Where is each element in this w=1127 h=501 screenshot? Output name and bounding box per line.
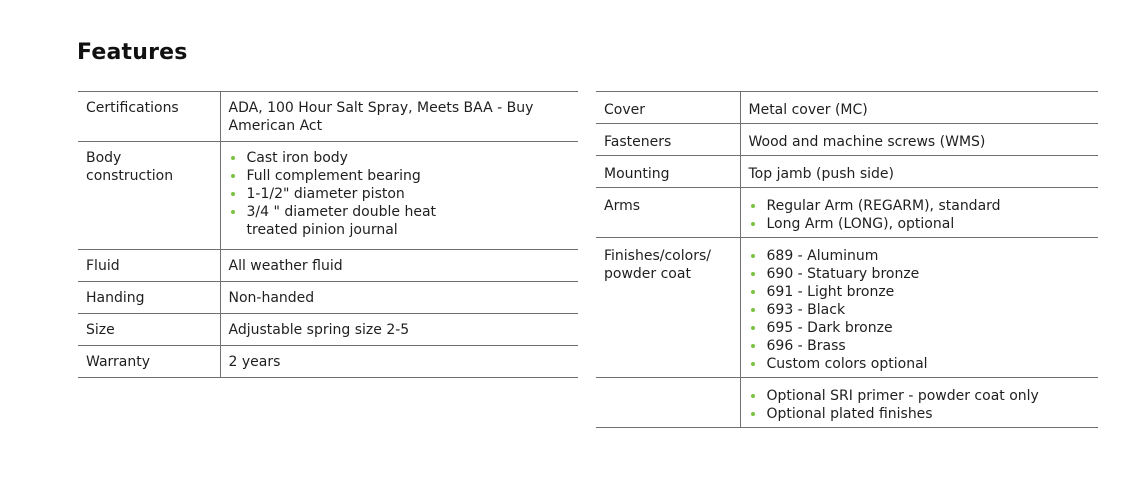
spec-label: Size — [78, 314, 220, 346]
spec-value: Metal cover (MC) — [740, 92, 1098, 124]
spec-value: Wood and machine screws (WMS) — [740, 124, 1098, 156]
spec-row-fasteners — [596, 124, 1098, 156]
list-item: Long Arm (LONG), optional — [749, 215, 1099, 233]
spec-row-cover — [596, 92, 1098, 124]
spec-label-text: Body construction — [86, 150, 174, 184]
list-item: 696 - Brass — [749, 337, 1099, 355]
spec-value — [740, 238, 1098, 378]
features-table-left — [78, 91, 578, 378]
spec-value: Non-handed — [220, 282, 578, 314]
spec-label — [596, 238, 740, 378]
spec-row-certifications — [78, 92, 578, 142]
list-item: 691 - Light bronze — [749, 283, 1099, 301]
features-table-right — [596, 91, 1098, 428]
list-item: Optional SRI primer - powder coat only — [749, 387, 1099, 405]
bullet-list — [229, 149, 579, 239]
list-item: 1-1/2" diameter piston — [229, 185, 579, 203]
spec-row-size — [78, 314, 578, 346]
spec-row-finishes — [596, 238, 1098, 378]
spec-label: Mounting — [596, 156, 740, 188]
spec-label — [78, 142, 220, 250]
spec-label: Fluid — [78, 250, 220, 282]
bullet-list — [749, 387, 1099, 423]
spec-label — [596, 378, 740, 428]
spec-value — [740, 188, 1098, 238]
bullet-list — [749, 197, 1099, 233]
spec-row-mounting — [596, 156, 1098, 188]
list-item: Cast iron body — [229, 149, 579, 167]
list-item: 693 - Black — [749, 301, 1099, 319]
list-item: Full complement bearing — [229, 167, 579, 185]
spec-row-warranty — [78, 346, 578, 378]
list-item: Regular Arm (REGARM), standard — [749, 197, 1099, 215]
spec-label: Certifications — [78, 92, 220, 142]
list-item: 690 - Statuary bronze — [749, 265, 1099, 283]
spec-value: Top jamb (push side) — [740, 156, 1098, 188]
spec-value: All weather fluid — [220, 250, 578, 282]
spec-row-arms — [596, 188, 1098, 238]
spec-value: 2 years — [220, 346, 578, 378]
page-title: Features — [77, 40, 188, 65]
spec-value — [220, 142, 578, 250]
spec-row-handing — [78, 282, 578, 314]
spec-value: Adjustable spring size 2-5 — [220, 314, 578, 346]
spec-row-finishes-options — [596, 378, 1098, 428]
list-item: 689 - Aluminum — [749, 247, 1099, 265]
spec-label: Arms — [596, 188, 740, 238]
bullet-list — [749, 247, 1099, 373]
list-item: Custom colors optional — [749, 355, 1099, 373]
spec-label: Handing — [78, 282, 220, 314]
list-item: 3/4 " diameter double heat treated pinion journal — [229, 203, 457, 239]
spec-label-text: Finishes/colors/ powder coat — [604, 248, 711, 282]
list-item: Optional plated finishes — [749, 405, 1099, 423]
spec-value: ADA, 100 Hour Salt Spray, Meets BAA - Buy American Act — [220, 92, 578, 142]
spec-row-body-construction — [78, 142, 578, 250]
spec-value — [740, 378, 1098, 428]
spec-row-fluid — [78, 250, 578, 282]
spec-label: Warranty — [78, 346, 220, 378]
list-item: 695 - Dark bronze — [749, 319, 1099, 337]
spec-label: Cover — [596, 92, 740, 124]
spec-label: Fasteners — [596, 124, 740, 156]
